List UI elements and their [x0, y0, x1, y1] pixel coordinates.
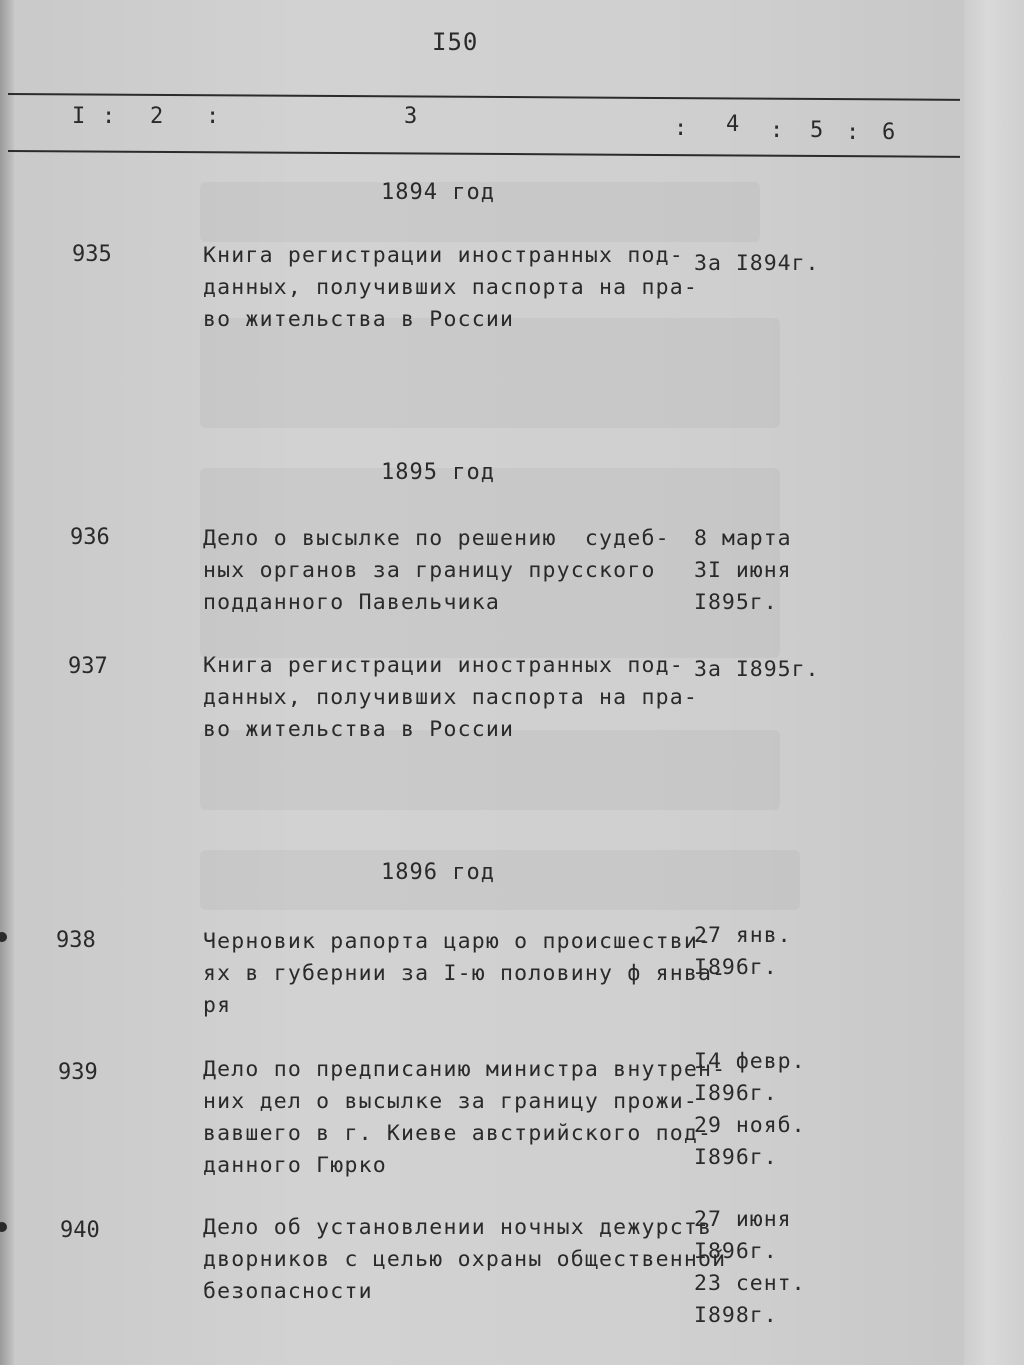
page-number: I50 — [432, 28, 479, 56]
description-line: Черновик рапорта царю о происшестви- — [203, 929, 713, 954]
date-line: За I894г. — [694, 251, 820, 276]
description-line: данного Гюрко — [203, 1153, 387, 1178]
column-header-3: 3 — [404, 104, 418, 129]
entry-dates — [694, 1204, 834, 1332]
page-right-edge — [964, 0, 1024, 1365]
year-heading: 1895 год — [381, 460, 495, 485]
description-line: вавшего в г. Киеве австрийского под- — [203, 1121, 713, 1146]
header-bottom-rule — [8, 150, 960, 158]
year-heading: 1896 год — [381, 860, 495, 885]
description-line: данных, получивших паспорта на пра- — [203, 275, 699, 300]
date-line: I896г. — [694, 1145, 778, 1170]
description-line: во жительства в России — [203, 307, 515, 332]
description-line: Дело по предписанию министра внутрен- — [203, 1057, 727, 1082]
entry-description — [203, 1054, 727, 1182]
entry-number: 940 — [60, 1218, 100, 1243]
description-line: Дело об установлении ночных дежурств — [203, 1215, 713, 1240]
entry-number: 936 — [70, 525, 110, 550]
entry-number: 938 — [56, 928, 96, 953]
entry-dates — [694, 248, 834, 280]
entry-description — [203, 1212, 727, 1308]
page-left-edge — [0, 0, 14, 1365]
column-separator: : — [674, 116, 688, 141]
entry-description — [203, 240, 703, 336]
column-separator: : — [770, 118, 784, 143]
date-line: I896г. — [694, 1239, 778, 1264]
entry-dates — [694, 523, 834, 619]
description-line: Дело о высылке по решению судеб- — [203, 526, 670, 551]
column-header-2: 2 — [150, 104, 164, 129]
description-line: них дел о высылке за границу прожи- — [203, 1089, 699, 1114]
column-separator: : — [102, 104, 116, 129]
date-line: I898г. — [694, 1303, 778, 1328]
description-line: ных органов за границу прусского — [203, 558, 656, 583]
entry-description — [203, 650, 703, 746]
description-line: дворников с целью охраны общественной — [203, 1247, 727, 1272]
description-line: Книга регистрации иностранных под- — [203, 653, 684, 678]
description-line: во жительства в России — [203, 717, 515, 742]
column-separator: : — [206, 104, 220, 129]
column-header-1: I — [72, 104, 86, 129]
description-line: ря — [203, 993, 232, 1018]
description-line: безопасности — [203, 1279, 373, 1304]
column-header-6: 6 — [882, 120, 896, 145]
date-line: 8 марта — [694, 526, 792, 551]
entry-number: 939 — [58, 1060, 98, 1085]
date-line: 3I июня — [694, 558, 792, 583]
entry-description — [203, 926, 727, 1022]
year-heading: 1894 год — [381, 180, 495, 205]
description-line: подданного Павельчика — [203, 590, 501, 615]
header-top-rule — [8, 93, 960, 101]
date-line: I4 февр. — [694, 1049, 806, 1074]
bleed-through-text — [200, 850, 800, 910]
date-line: I896г. — [694, 1081, 778, 1106]
date-line: I896г. — [694, 955, 778, 980]
entry-dates — [694, 1046, 834, 1174]
column-header-4: 4 — [726, 112, 740, 137]
column-separator: : — [846, 120, 860, 145]
description-line: ях в губернии за I-ю половину ф янва- — [203, 961, 727, 986]
date-line: I895г. — [694, 590, 778, 615]
column-header-5: 5 — [810, 118, 824, 143]
entry-number: 935 — [72, 242, 112, 267]
date-line: 27 янв. — [694, 923, 792, 948]
date-line: 27 июня — [694, 1207, 792, 1232]
entry-description — [203, 523, 703, 619]
date-line: 29 нояб. — [694, 1113, 806, 1138]
entry-number: 937 — [68, 654, 108, 679]
description-line: Книга регистрации иностранных под- — [203, 243, 684, 268]
date-line: 23 сент. — [694, 1271, 806, 1296]
entry-dates — [694, 654, 834, 686]
date-line: За I895г. — [694, 657, 820, 682]
entry-dates — [694, 920, 834, 984]
description-line: данных, получивших паспорта на пра- — [203, 685, 699, 710]
